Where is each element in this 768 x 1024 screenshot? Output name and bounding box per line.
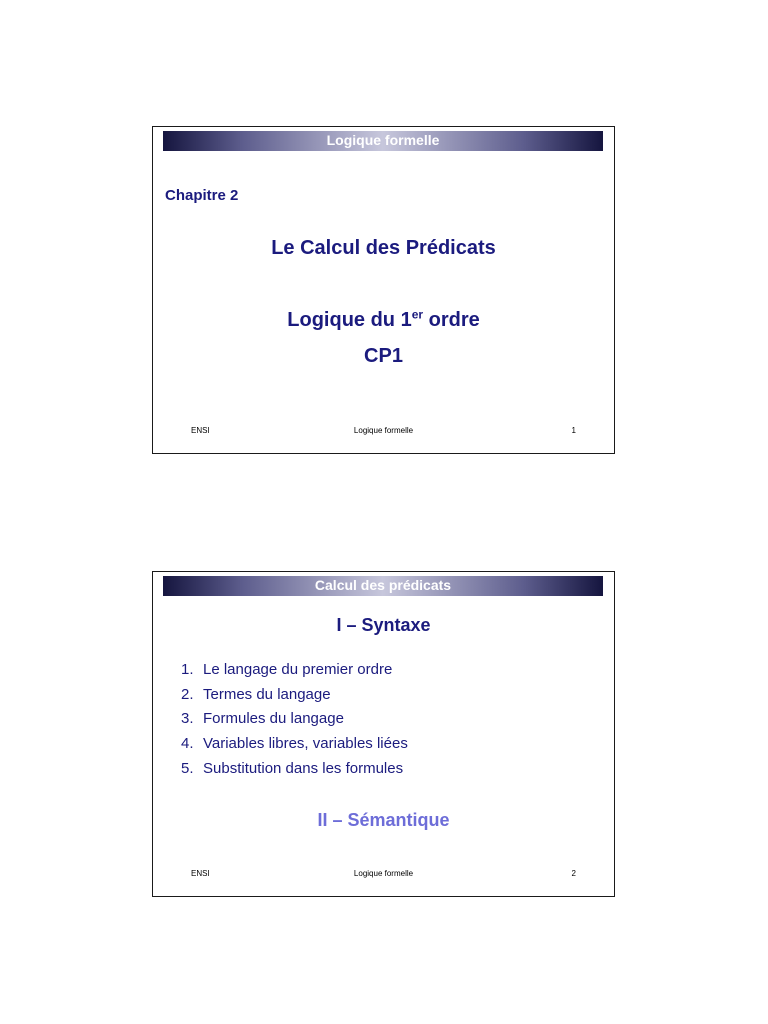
item-text: Termes du langage xyxy=(203,685,331,703)
item-text: Substitution dans les formules xyxy=(203,759,404,777)
chapter-label: Chapitre 2 xyxy=(165,187,239,204)
section-title: I – Syntaxe xyxy=(336,615,431,635)
outline-item xyxy=(181,685,408,710)
item-text: Formules du langage xyxy=(203,710,344,728)
item-number: 4. xyxy=(181,735,194,753)
item-text: Le langage du premier ordre xyxy=(203,661,393,678)
footer-page-number: 2 xyxy=(571,869,576,878)
outline-item xyxy=(181,709,408,734)
slide-1 xyxy=(152,126,615,454)
slide-subtitle xyxy=(153,309,614,332)
outline-item xyxy=(181,734,408,759)
slide-code: CP1 xyxy=(364,345,403,367)
slide-2 xyxy=(152,571,615,897)
item-number: 5. xyxy=(181,759,194,777)
item-number: 2. xyxy=(181,685,194,703)
item-text: Variables libres, variables liées xyxy=(203,735,408,753)
subtitle-superscript: er xyxy=(411,307,424,322)
next-section-title: II – Sémantique xyxy=(317,810,450,830)
subtitle-main: Logique du 1 xyxy=(287,309,412,331)
footer-center: Logique formelle xyxy=(353,869,414,878)
outline-item xyxy=(181,660,408,685)
footer-page-number: 1 xyxy=(571,426,576,435)
footer-left: ENSI xyxy=(191,869,210,878)
slide-banner: Logique formelle xyxy=(163,131,603,151)
footer-center: Logique formelle xyxy=(353,426,414,435)
item-number: 3. xyxy=(181,710,194,728)
item-number: 1. xyxy=(181,661,194,678)
subtitle-end: ordre xyxy=(423,309,480,331)
slide-banner: Calcul des prédicats xyxy=(163,576,603,596)
outline-list xyxy=(181,660,408,783)
outline-item xyxy=(181,759,408,784)
slide-title: Le Calcul des Prédicats xyxy=(271,237,496,259)
footer-left: ENSI xyxy=(191,426,210,435)
